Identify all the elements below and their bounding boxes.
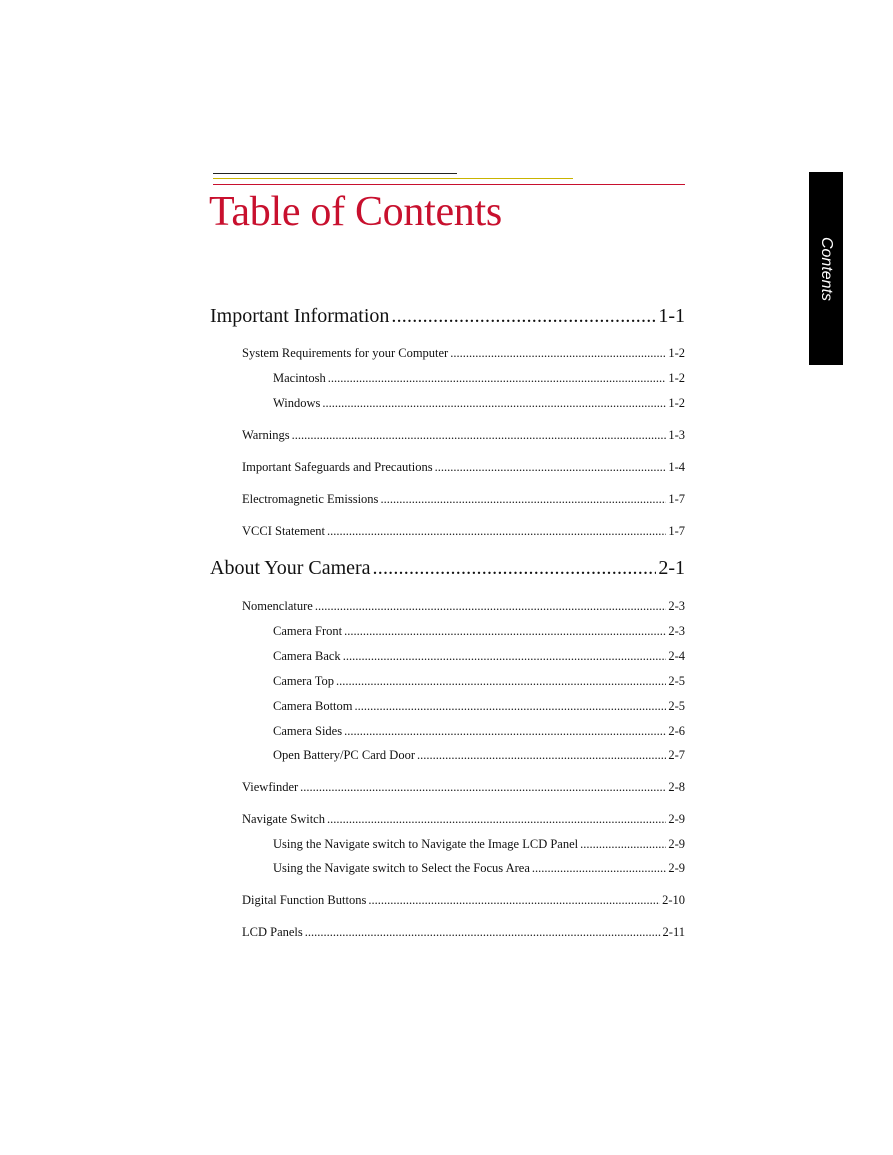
dot-leader [305, 925, 661, 940]
dot-leader [322, 396, 666, 411]
toc-entry-page-number: 1-2 [668, 371, 685, 385]
toc-entry-page-number: 1-3 [668, 428, 685, 442]
header-rule-red [213, 184, 685, 185]
dot-leader [417, 748, 666, 763]
toc-entry-sub[interactable] [273, 624, 685, 639]
toc-entry-section[interactable] [242, 925, 685, 940]
toc-entry-section[interactable] [242, 599, 685, 614]
toc-entry-section[interactable] [242, 346, 685, 361]
toc-entry-title: Open Battery/PC Card Door [273, 748, 415, 762]
toc-entry-title: Important Safeguards and Precautions [242, 460, 433, 474]
dot-leader [328, 371, 667, 386]
toc-entry-sub[interactable] [273, 396, 685, 411]
toc-entry-section[interactable] [242, 812, 685, 827]
toc-entry-sub[interactable] [273, 861, 685, 876]
toc-entry-title: Navigate Switch [242, 812, 325, 826]
toc-entry-title: Camera Sides [273, 724, 343, 738]
toc-entry-section[interactable] [242, 893, 685, 908]
toc-entry-title: Camera Front [273, 624, 343, 638]
toc-entry-page-number: 2-5 [668, 674, 685, 688]
toc-entry-page-number: 2-6 [668, 724, 685, 738]
toc-entry-page-number: 2-3 [668, 624, 685, 638]
page-title: Table of Contents [209, 189, 502, 235]
toc-entry-page-number: 2-5 [668, 699, 685, 713]
dot-leader [532, 861, 666, 876]
toc-entry-title: Using the Navigate switch to Navigate the Image LCD Panel [273, 837, 579, 851]
toc-entry-page-number: 1-2 [668, 346, 685, 360]
toc-entry-page-number: 2-1 [658, 557, 685, 579]
toc-entry-section[interactable] [242, 460, 685, 475]
dot-leader [435, 460, 667, 475]
toc-entry-section[interactable] [242, 524, 685, 539]
toc-entry-chapter[interactable] [210, 305, 685, 328]
toc-entry-page-number: 2-11 [662, 925, 685, 939]
toc-entry-title: Electromagnetic Emissions [242, 492, 379, 506]
dot-leader [580, 837, 666, 852]
dot-leader [292, 428, 667, 443]
dot-leader [315, 599, 667, 614]
toc-entry-page-number: 1-1 [658, 305, 685, 327]
dot-leader [391, 305, 656, 328]
header-rule-black [213, 173, 457, 174]
toc-entry-page-number: 2-9 [668, 861, 685, 875]
dot-leader [327, 524, 666, 539]
toc-entry-page-number: 2-9 [668, 837, 685, 851]
side-tab-contents[interactable] [809, 172, 843, 365]
toc-entry-title: LCD Panels [242, 925, 303, 939]
toc-entry-sub[interactable] [273, 649, 685, 664]
dot-leader [343, 649, 667, 664]
toc-entry-title: Warnings [242, 428, 290, 442]
toc-entry-sub[interactable] [273, 837, 685, 852]
toc-entry-title: VCCI Statement [242, 524, 325, 538]
toc-entry-sub[interactable] [273, 371, 685, 386]
toc-entry-sub[interactable] [273, 674, 685, 689]
dot-leader [380, 492, 666, 507]
toc-entry-title: About Your Camera [210, 557, 371, 579]
dot-leader [368, 893, 660, 908]
toc-entry-page-number: 1-4 [668, 460, 685, 474]
toc-entry-title: Viewfinder [242, 780, 299, 794]
toc-entry-page-number: 1-2 [668, 396, 685, 410]
toc-entry-page-number: 2-9 [668, 812, 685, 826]
toc-entry-section[interactable] [242, 780, 685, 795]
toc-entry-page-number: 1-7 [668, 492, 685, 506]
dot-leader [373, 557, 657, 580]
toc-entry-section[interactable] [242, 428, 685, 443]
dot-leader [336, 674, 666, 689]
toc-entry-title: Camera Back [273, 649, 341, 663]
toc-entry-chapter[interactable] [210, 557, 685, 580]
toc-entry-page-number: 2-10 [662, 893, 685, 907]
header-rule-yellow [213, 178, 573, 179]
toc-entry-page-number: 2-3 [668, 599, 685, 613]
toc-entry-title: Important Information [210, 305, 390, 327]
toc-entry-title: Nomenclature [242, 599, 313, 613]
dot-leader [327, 812, 666, 827]
toc-entry-sub[interactable] [273, 748, 685, 763]
toc-entry-page-number: 1-7 [668, 524, 685, 538]
toc-entry-page-number: 2-7 [668, 748, 685, 762]
toc-entry-page-number: 2-8 [668, 780, 685, 794]
side-tab-label: Contents [818, 236, 835, 301]
toc-entry-title: Camera Top [273, 674, 335, 688]
dot-leader [344, 724, 666, 739]
dot-leader [450, 346, 666, 361]
toc-entry-sub[interactable] [273, 724, 685, 739]
toc-entry-page-number: 2-4 [668, 649, 685, 663]
dot-leader [355, 699, 667, 714]
toc-entry-title: Digital Function Buttons [242, 893, 367, 907]
toc-entry-title: Windows [273, 396, 321, 410]
toc-entry-title: Camera Bottom [273, 699, 353, 713]
toc-entry-title: Macintosh [273, 371, 326, 385]
toc-entry-sub[interactable] [273, 699, 685, 714]
toc-entry-title: Using the Navigate switch to Select the Focus Area [273, 861, 530, 875]
dot-leader [344, 624, 666, 639]
toc-entry-title: System Requirements for your Computer [242, 346, 449, 360]
toc-entry-section[interactable] [242, 492, 685, 507]
dot-leader [300, 780, 666, 795]
